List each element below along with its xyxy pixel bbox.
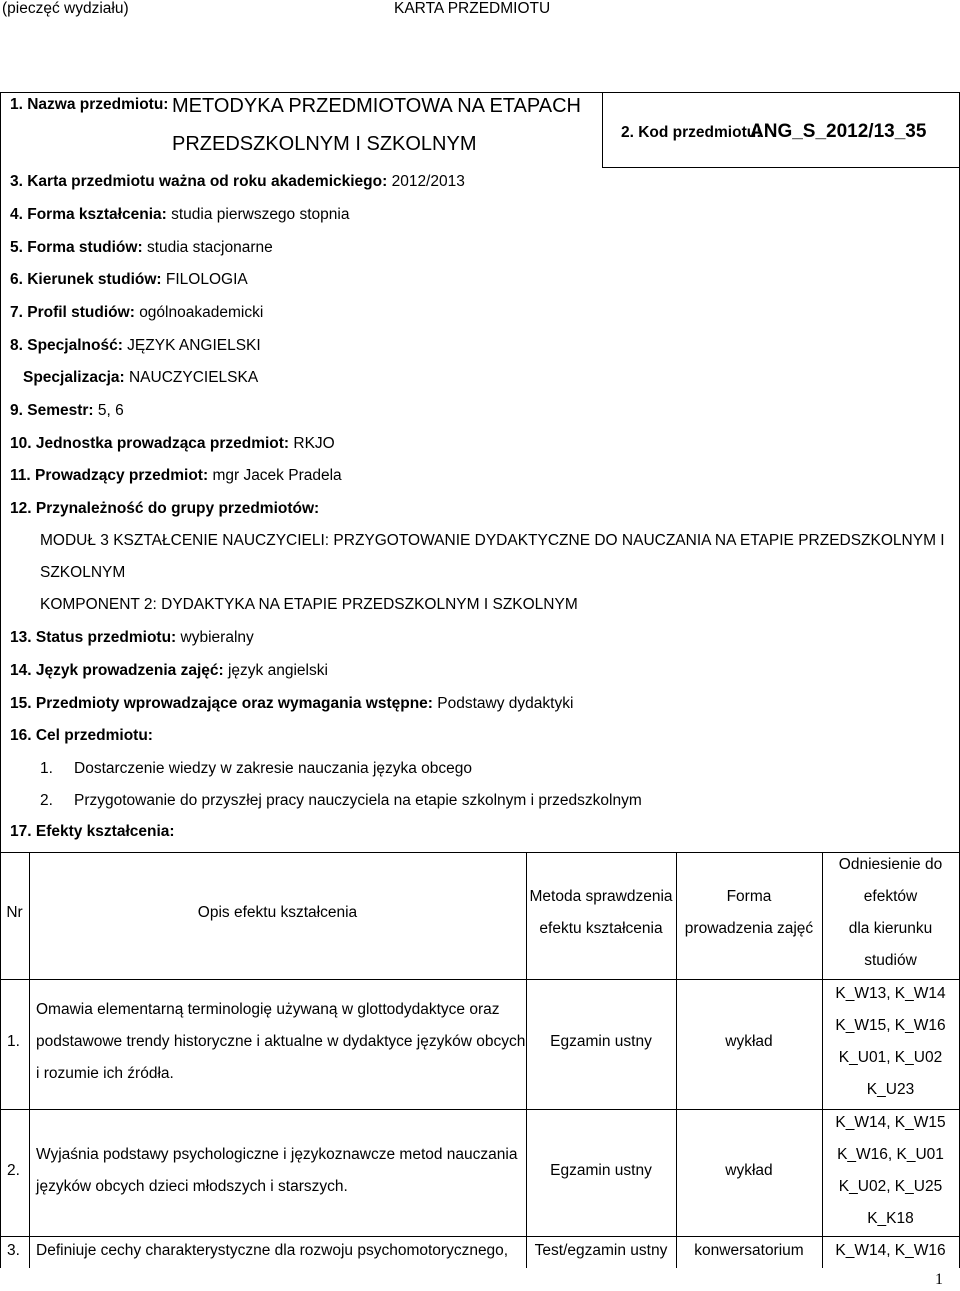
goal-1-number: 1. — [40, 760, 53, 777]
subject-group-component: KOMPONENT 2: DYDAKTYKA NA ETAPIE PRZEDSZKOLNYM I SZKOLNYM — [40, 596, 578, 613]
language-value: język angielski — [227, 662, 328, 679]
table-top-border — [0, 852, 960, 853]
semester-label: 9. Semestr: — [10, 402, 94, 419]
row-2-reference-2: K_W16, K_U01 — [837, 1146, 944, 1163]
row-3-description-line1: Definiuje cechy charakterystyczne dla rozwoju psychomotorycznego, — [36, 1242, 509, 1259]
field-divider — [602, 92, 603, 167]
specialty-value: JĘZYK ANGIELSKI — [127, 337, 261, 354]
row-2-number: 2. — [7, 1162, 20, 1179]
row-1-description-line3: i rozumie ich źródła. — [36, 1065, 174, 1082]
table-header-bottom — [0, 979, 960, 980]
row-1-description-line1: Omawia elementarną terminologię używaną w glottodydaktyce oraz — [36, 1001, 500, 1018]
row-1-reference-3: K_U01, K_U02 — [838, 1049, 943, 1066]
page-number: 1 — [935, 1271, 943, 1288]
row-2-reference-4: K_K18 — [867, 1210, 914, 1227]
field-of-study-value: FILOLOGIA — [165, 271, 248, 288]
row-1-number: 1. — [7, 1033, 20, 1050]
validity-value: 2012/2013 — [391, 173, 465, 190]
row-3-method: Test/egzamin ustny — [534, 1242, 668, 1259]
row-2-form: wykład — [725, 1162, 773, 1179]
row-3-number: 3. — [7, 1242, 20, 1259]
subject-code-label: 2. Kod przedmiotu: — [621, 124, 762, 141]
row-3-reference-1: K_W14, K_W16 — [835, 1242, 946, 1259]
education-form-value: studia pierwszego stopnia — [171, 206, 350, 223]
field-of-study-label: 6. Kierunek studiów: — [10, 271, 162, 288]
prerequisites-label: 15. Przedmioty wprowadzające oraz wymagania wstępne: — [10, 695, 433, 712]
row-1-bottom — [0, 1109, 960, 1110]
lecturer-label: 11. Prowadzący przedmiot: — [10, 467, 209, 484]
row-2-reference-3: K_U02, K_U25 — [838, 1178, 943, 1195]
row-1-reference-4: K_U23 — [866, 1081, 915, 1098]
subject-name-label: 1. Nazwa przedmiotu: — [10, 96, 169, 113]
header-method-line2: efektu kształcenia — [539, 920, 663, 937]
lecturer-value: mgr Jacek Pradela — [212, 467, 342, 484]
header-nr: Nr — [6, 904, 23, 921]
header-reference-line1: Odniesienie do — [838, 856, 943, 873]
semester-value: 5, 6 — [97, 402, 124, 419]
validity-label: 3. Karta przedmiotu ważna od roku akademickiego: — [10, 173, 388, 190]
header-method-line1: Metoda sprawdzenia — [529, 888, 673, 905]
row-2-description-line2: języków obcych dzieci młodszych i starszych. — [36, 1178, 348, 1195]
header-form-line2: prowadzenia zajęć — [684, 920, 814, 937]
education-form-label: 4. Forma kształcenia: — [10, 206, 167, 223]
document-title: KARTA PRZEDMIOTU — [394, 0, 551, 17]
row-1-method: Egzamin ustny — [550, 1033, 652, 1050]
unit-value: RKJO — [293, 435, 335, 452]
subject-group-module: MODUŁ 3 KSZTAŁCENIE NAUCZYCIELI: PRZYGOTOWANIE DYDAKTYCZNE DO NAUCZANIA NA ETAPIE PRZEDSZKOLNYM I — [40, 532, 945, 549]
specialization-label: Specjalizacja: — [23, 369, 125, 386]
row-2-description-line1: Wyjaśnia podstawy psychologiczne i językoznawcze metod nauczania — [36, 1146, 518, 1163]
study-profile-value: ogólnoakademicki — [139, 304, 264, 321]
goal-1-text: Dostarczenie wiedzy w zakresie nauczania języka obcego — [74, 760, 473, 777]
language-label: 14. Język prowadzenia zajęć: — [10, 662, 224, 679]
header-outcome-description: Opis efektu kształcenia — [197, 904, 358, 921]
header-form-line1: Forma — [726, 888, 772, 905]
row-2-method: Egzamin ustny — [550, 1162, 652, 1179]
row-1-form: wykład — [725, 1033, 773, 1050]
code-cell-bottom — [602, 167, 960, 168]
status-value: wybieralny — [180, 629, 254, 646]
row-2-reference-1: K_W14, K_W15 — [835, 1114, 946, 1131]
row-2-bottom — [0, 1236, 960, 1237]
subject-group-module-cont: SZKOLNYM — [40, 564, 126, 581]
frame-left-border — [0, 92, 1, 1268]
subject-group-label: 12. Przynależność do grupy przedmiotów: — [10, 500, 320, 517]
subject-name-line2: PRZEDSZKOLNYM I SZKOLNYM — [172, 133, 477, 155]
row-1-reference-2: K_W15, K_W16 — [835, 1017, 946, 1034]
study-form-value: studia stacjonarne — [146, 239, 273, 256]
unit-label: 10. Jednostka prowadząca przedmiot: — [10, 435, 290, 452]
goal-2-text: Przygotowanie do przyszłej pracy nauczyciela na etapie szkolnym i przedszkolnym — [74, 792, 642, 809]
row-1-reference-1: K_W13, K_W14 — [835, 985, 946, 1002]
study-profile-label: 7. Profil studiów: — [10, 304, 135, 321]
frame-top-border — [0, 92, 960, 93]
subject-name-line1: METODYKA PRZEDMIOTOWA NA ETAPACH — [172, 95, 581, 117]
row-1-description-line2: podstawowe trendy historyczne i aktualne w dydaktyce języków obcych — [36, 1033, 526, 1050]
header-reference-line4: studiów — [864, 952, 917, 969]
course-goal-label: 16. Cel przedmiotu: — [10, 727, 153, 744]
status-label: 13. Status przedmiotu: — [10, 629, 177, 646]
specialty-label: 8. Specjalność: — [10, 337, 123, 354]
specialization-value: NAUCZYCIELSKA — [128, 369, 259, 386]
faculty-stamp-label: (pieczęć wydziału) — [2, 0, 129, 17]
study-form-label: 5. Forma studiów: — [10, 239, 143, 256]
row-3-form: konwersatorium — [694, 1242, 804, 1259]
subject-code-value: ANG_S_2012/13_35 — [750, 121, 927, 142]
learning-outcomes-label: 17. Efekty kształcenia: — [10, 823, 175, 840]
goal-2-number: 2. — [40, 792, 53, 809]
header-reference-line2: efektów — [863, 888, 918, 905]
col-divider-metoda — [676, 852, 677, 1268]
prerequisites-value: Podstawy dydaktyki — [437, 695, 574, 712]
col-divider-opis — [526, 852, 527, 1268]
header-reference-line3: dla kierunku — [848, 920, 933, 937]
